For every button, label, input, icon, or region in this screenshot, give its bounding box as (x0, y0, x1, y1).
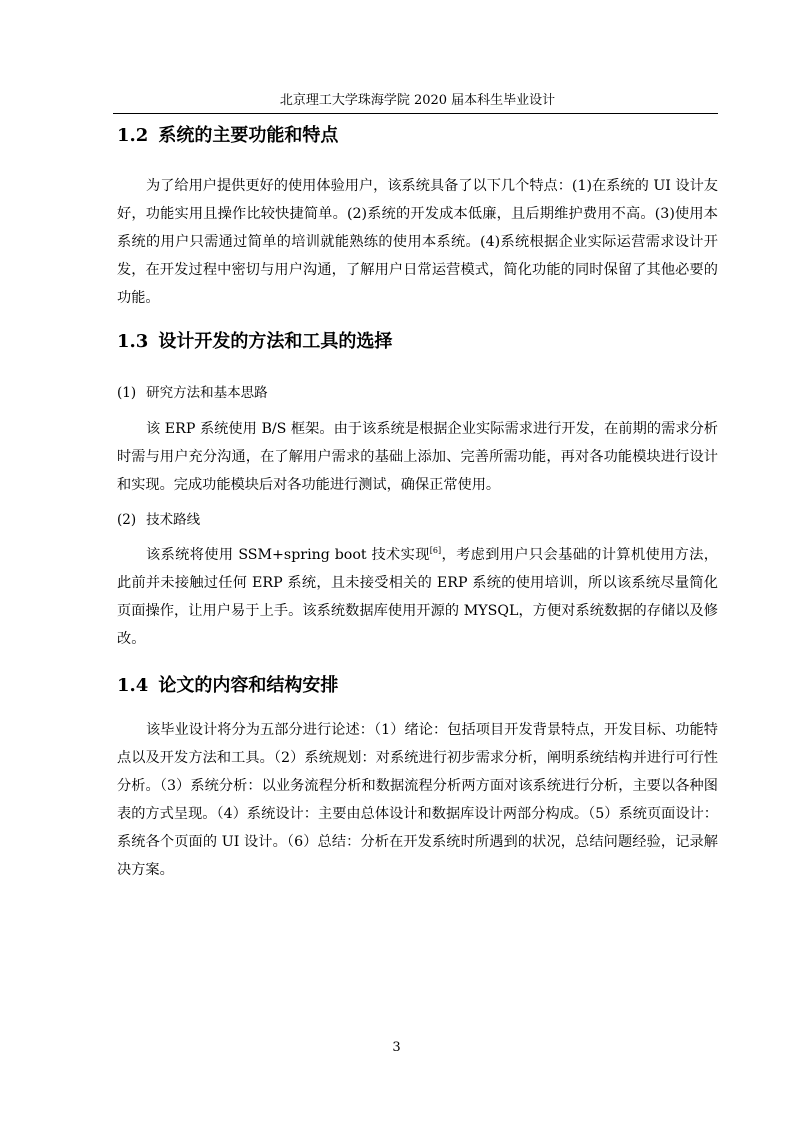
section-heading-1-4 (117, 674, 338, 698)
section-title: 论文的内容和结构安排 (158, 675, 339, 696)
subheading-title: 研究方法和基本思路 (146, 385, 268, 401)
section-number: 1.2 (117, 125, 149, 146)
section-number: 1.4 (117, 675, 149, 696)
subheading-research-method (117, 383, 268, 403)
section-number: 1.3 (117, 331, 149, 352)
technical-route-paragraph (117, 541, 718, 653)
section-heading-1-2 (117, 124, 338, 148)
running-header: 北京理工大学珠海学院 2020 届本科生毕业设计 (279, 93, 556, 108)
section-heading-1-3 (117, 330, 392, 354)
citation-reference: [6] (429, 546, 442, 555)
header-rule (113, 113, 718, 114)
technical-route-text-1: 该系统将使用 SSM+spring boot 技术实现 (146, 547, 430, 563)
section-title: 系统的主要功能和特点 (158, 125, 339, 146)
section-1-4-paragraph: 该毕业设计将分为五部分进行论述：（1）绪论：包括项目开发背景特点，开发目标、功能特点以及开发方法和工具。（2）系统规划：对系统进行初步需求分析，阐明系统结构并进行可行性分析。（3）系统分析：以业务流程分析和数据流程分析两方面对该系统进行分析，主要以各种图表的方式呈现。（4）系统设计：主要由总体设计和数据库设计两部分构成。（5）系统页面设计：系统各个页面的 UI 设计。（6）总结：分析在开发系统时所遇到的状况，总结问题经验，记录解决方案。 (117, 722, 718, 878)
subheading-title: 技术路线 (146, 512, 201, 528)
subheading-number: (1) (117, 385, 137, 401)
research-method-paragraph: 该 ERP 系统使用 B/S 框架。由于该系统是根据企业实际需求进行开发，在前期的需求分析时需与用户充分沟通，在了解用户需求的基础上添加、完善所需功能，再对各功能模块进行设计和实现。完成功能模块后对各功能进行测试，确保正常使用。 (117, 421, 718, 493)
page-number: 3 (392, 1040, 401, 1055)
section-title: 设计开发的方法和工具的选择 (158, 331, 393, 352)
section-1-2-paragraph: 为了给用户提供更好的使用体验用户，该系统具备了以下几个特点：(1)在系统的 UI 设计友好，功能实用且操作比较快捷简单。(2)系统的开发成本低廉，且后期维护费用不高。(3)使用本系统的用户只需通过简单的培训就能熟练的使用本系统。(4)系统根据企业实际运营需求设计开发，在开发过程中密切与用户沟通，了解用户日常运营模式，简化功能的同时保留了其他必要的功能。 (117, 178, 718, 306)
subheading-technical-route (117, 510, 200, 530)
technical-route-text-2: ，考虑到用户只会基础的计算机使用方法，此前并未接触过任何 ERP 系统，且未接受相关的 ERP 系统的使用培训，所以该系统尽量简化页面操作，让用户易于上手。该系统数据库使用开源的 MYSQL，方便对系统数据的存储以及修改。 (117, 547, 718, 647)
subheading-number: (2) (117, 512, 137, 528)
